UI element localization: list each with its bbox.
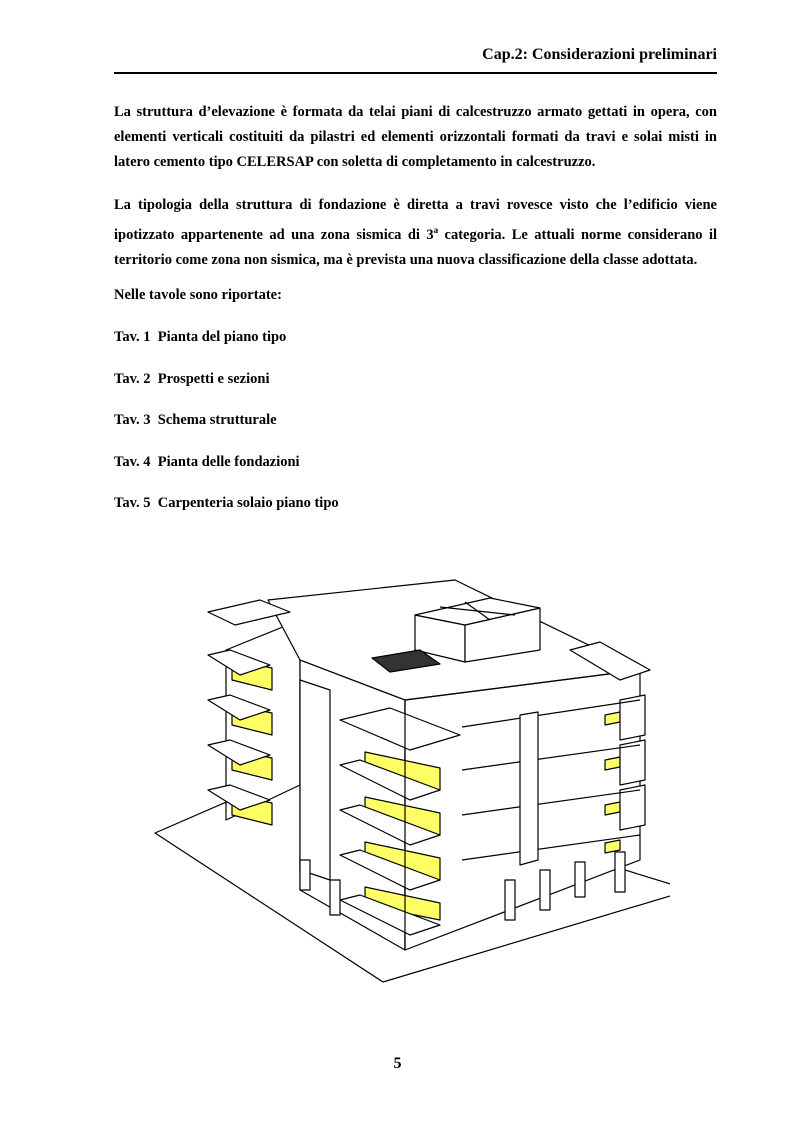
building-axonometric-figure [150, 570, 670, 990]
paragraph-foundation-part2: categoria. Le attuali norme considerano il territorio come zona non sismica, ma è prevista una nuova classificazione della classe adottata. [114, 226, 718, 268]
paragraph-foundation [114, 193, 717, 273]
paragraph-foundation-part1: La tipologia della struttura di fondazione è diretta a travi rovesce visto che l’edificio viene ipotizzato appartenente ad una zona sismica di 3 [114, 197, 717, 243]
tav-item: Tav. 5 Carpenteria solaio piano tipo [114, 495, 339, 511]
tav-item: Tav. 3 Schema strutturale [114, 412, 277, 428]
list-intro: Nelle tavole sono riportate: [114, 287, 282, 303]
tav-item: Tav. 2 Prospetti e sezioni [114, 371, 270, 387]
balcony-fill [605, 802, 620, 815]
header-rule [114, 72, 717, 74]
balcony-fill [605, 712, 620, 725]
balcony-slab [620, 695, 645, 740]
tav-item: Tav. 1 Pianta del piano tipo [114, 329, 287, 345]
running-header: Cap.2: Considerazioni preliminari [482, 46, 717, 63]
balcony-fill [605, 757, 620, 770]
superscript-a: a [433, 225, 439, 235]
balcony-fill [605, 840, 620, 853]
tav-item: Tav. 4 Pianta delle fondazioni [114, 454, 300, 470]
page-number: 5 [393, 1055, 402, 1072]
paragraph-structure: La struttura d’elevazione è formata da telai piani di calcestruzzo armato gettati in opera, con elementi verticali costituiti da pilastri ed elementi orizzontali formati da travi e solai misti in latero cemento tipo CELERSAP con soletta di completamento in calcestruzzo. [114, 104, 717, 170]
